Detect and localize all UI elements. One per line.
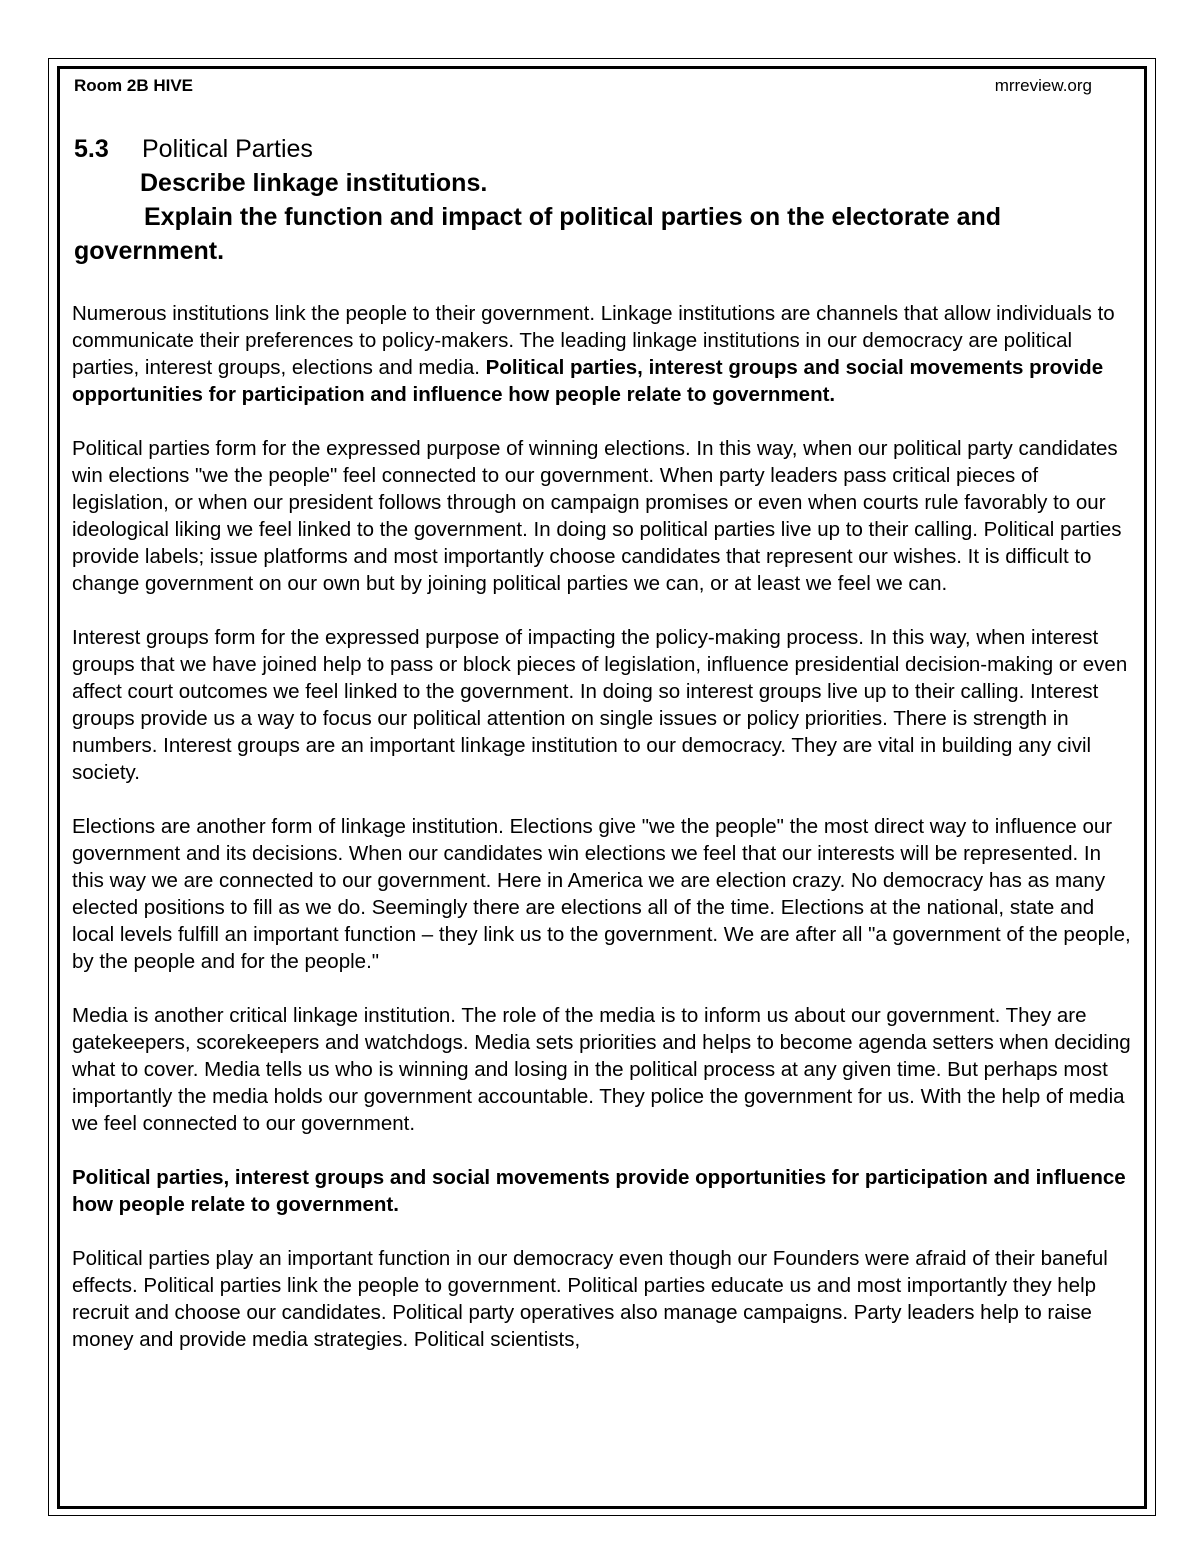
paragraph-political-parties: Political parties form for the expressed purpose of winning elections. In this way, when our political party candidates win elections "we the people" feel connected to our government. When party leaders pass critical pieces of legislation, or when our president follows through on campaign promises or even when courts rule favorably to our ideological liking we feel linked to the government. In doing so political parties live up to their calling. Political parties provide labels; issue platforms and most importantly choose candidates that represent our wishes. It is difficult to change government on our own but by joining political parties we can, or at least we feel we can. <box>72 437 1122 595</box>
paragraph-text: Numerous institutions link the people to their government. Linkage institutions are channels that allow individuals to communicate their preferences to policy-makers. The leading linkage institutions in our democracy are political parties, interest groups, elections and media. <box>72 302 1115 379</box>
paragraph-media: Media is another critical linkage institution. The role of the media is to inform us about our government. They are gatekeepers, scorekeepers and watchdogs. Media sets priorities and helps to become agenda setters when deciding what to cover. Media tells us who is winning and losing in the political process at any given time. But perhaps most importantly the media holds our government accountable. They police the government for us. With the help of media we feel connected to our government. <box>72 1004 1131 1135</box>
document-body <box>72 74 1132 1353</box>
paragraph-interest-groups: Interest groups form for the expressed purpose of impacting the policy-making process. In this way, when interest groups that we have joined help to pass or block pieces of legislation, influence presidential decision-making or even affect court outcomes we feel linked to the government. In doing so interest groups live up to their calling. Interest groups provide us a way to focus our political attention on single issues or policy priorities. There is strength in numbers. Interest groups are an important linkage institution to our democracy. They are vital in building any civil society. <box>72 626 1128 784</box>
learning-objective-1: Describe linkage institutions. <box>140 169 488 197</box>
paragraph-bold-text: Political parties, interest groups and social movements provide opportunities for participation and influence how people relate to government. <box>72 356 1104 406</box>
paragraph-bold-statement: Political parties, interest groups and social movements provide opportunities for participation and influence how people relate to government. <box>72 1166 1126 1216</box>
title-block <box>72 132 1132 268</box>
page-header <box>72 74 1132 98</box>
paragraph-party-functions: Political parties play an important function in our democracy even though our Founders were afraid of their baneful effects. Political parties link the people to government. Political parties educate us and most importantly they help recruit and choose our candidates. Political party operatives also manage campaigns. Party leaders help to raise money and provide media strategies. Political scientists, <box>72 1247 1108 1351</box>
header-website: mrreview.org <box>994 76 1092 95</box>
paragraph-elections: Elections are another form of linkage institution. Elections give "we the people" the most direct way to influence our government and its decisions. When our candidates win elections we feel that our interests will be represented. In this way we are connected to our government. Here in America we are election crazy. No democracy has as many elected positions to fill as we do. Seemingly there are elections all of the time. Elections at the national, state and local levels fulfill an important function – they link us to the government. We are after all "a government of the people, by the people and for the people." <box>72 815 1131 973</box>
learning-objective-2-continued: government. <box>74 237 225 265</box>
header-room-label: Room 2B HIVE <box>74 76 194 95</box>
section-heading <box>72 132 1132 166</box>
paragraph-linkage-institutions <box>72 300 1132 408</box>
section-number: 5.3 <box>74 135 109 163</box>
section-name: Political Parties <box>142 135 313 163</box>
learning-objective-2: Explain the function and impact of political parties on the electorate and <box>144 203 1002 231</box>
